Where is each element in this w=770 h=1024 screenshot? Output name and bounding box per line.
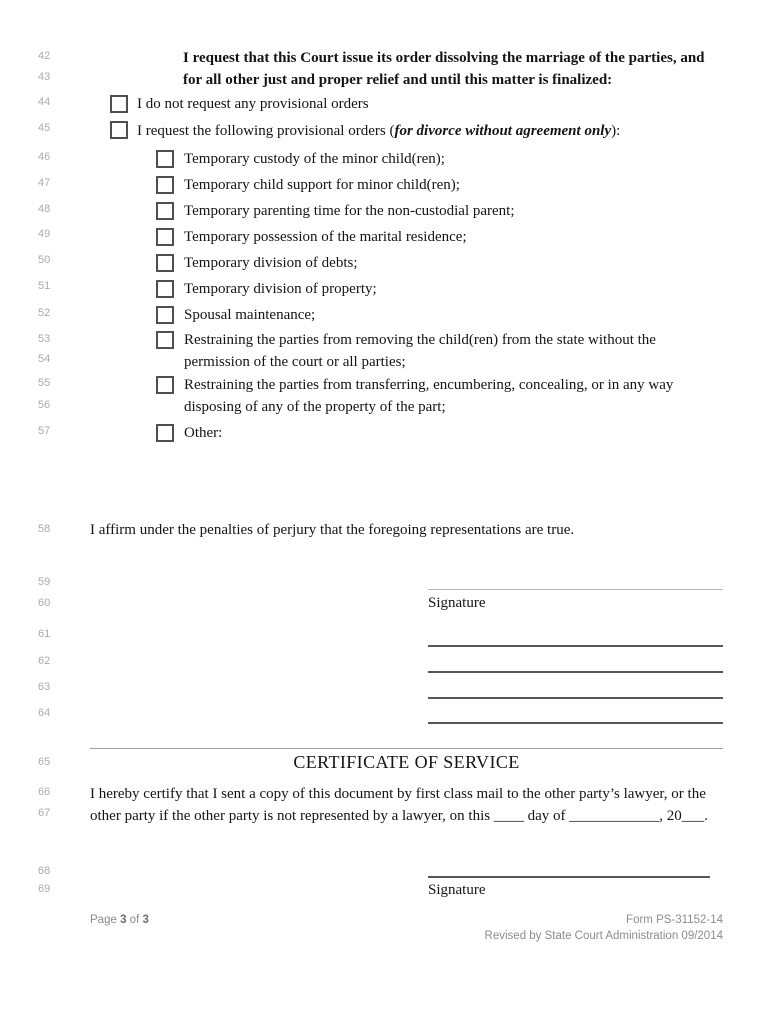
provisional-item-text-line: Temporary division of property; (184, 281, 377, 297)
provisional-item-label (184, 278, 377, 300)
provisional-intro-prefix: I request the following provisional orders ( (137, 123, 395, 139)
request-provisional-orders-label (137, 120, 620, 142)
provisional-item-label (184, 329, 656, 373)
provisional-item-text-line: permission of the court or all parties; (184, 354, 406, 370)
provisional-item-label (184, 304, 315, 326)
provisional-intro-suffix: ): (611, 123, 621, 139)
line-number: 59 (38, 576, 51, 588)
line-number: 69 (38, 883, 51, 895)
provisional-item-label (184, 200, 515, 222)
provisional-item-label (184, 252, 358, 274)
form-revision-note: Revised by State Court Administration 09/2014 (484, 930, 723, 942)
line-number: 50 (38, 254, 51, 266)
line-number: 45 (38, 122, 51, 134)
line-number: 51 (38, 280, 51, 292)
checkbox-provisional-item[interactable] (156, 424, 174, 442)
signature-line-2 (428, 876, 710, 878)
checkbox-request-provisional-orders[interactable] (110, 121, 128, 139)
provisional-item-text-line: disposing of any of the property of the part; (184, 399, 446, 415)
checkbox-provisional-item[interactable] (156, 254, 174, 272)
provisional-item-label (184, 148, 445, 170)
line-number: 43 (38, 71, 51, 83)
blank-write-in-line (428, 722, 723, 724)
page-label: Page (90, 914, 117, 926)
provisional-intro-emphasis: for divorce without agreement only (394, 123, 612, 139)
line-number: 54 (38, 353, 51, 365)
affirmation-statement: I affirm under the penalties of perjury that the foregoing representations are true. (90, 522, 575, 538)
line-number: 55 (38, 377, 51, 389)
line-number: 67 (38, 807, 51, 819)
form-number: Form PS-31152-14 (626, 914, 723, 926)
certificate-of-service-title: CERTIFICATE OF SERVICE (293, 752, 520, 772)
provisional-item-text-line: Temporary parenting time for the non-custodial parent; (184, 203, 515, 219)
checkbox-provisional-item[interactable] (156, 228, 174, 246)
line-number: 48 (38, 203, 51, 215)
provisional-item-label (184, 226, 467, 248)
provisional-item-label (184, 374, 673, 418)
line-number: 60 (38, 597, 51, 609)
checkbox-provisional-item[interactable] (156, 176, 174, 194)
provisional-item-text-line: Temporary custody of the minor child(ren); (184, 151, 445, 167)
certificate-text-line-2: other party if the other party is not represented by a lawyer, on this ____ day of ____________, 20___. (90, 808, 709, 824)
certificate-text-line-1: I hereby certify that I sent a copy of this document by first class mail to the other party’s lawyer, or the (90, 786, 706, 802)
line-number: 42 (38, 50, 51, 62)
checkbox-provisional-item[interactable] (156, 202, 174, 220)
line-number: 61 (38, 628, 51, 640)
checkbox-no-provisional-orders[interactable] (110, 95, 128, 113)
blank-write-in-line (428, 645, 723, 647)
blank-write-in-line (428, 671, 723, 673)
line-number: 66 (38, 786, 51, 798)
line-number: 56 (38, 399, 51, 411)
provisional-item-text-line: Restraining the parties from transferring, encumbering, concealing, or in any way (184, 377, 674, 393)
section-divider-rule (90, 748, 723, 749)
signature-line-1 (428, 589, 723, 590)
line-number: 47 (38, 177, 51, 189)
line-number: 62 (38, 655, 51, 667)
line-number: 52 (38, 307, 51, 319)
checkbox-provisional-item[interactable] (156, 150, 174, 168)
line-number: 58 (38, 523, 51, 535)
provisional-item-label (184, 174, 460, 196)
provisional-item-text-line: Spousal maintenance; (184, 307, 316, 323)
request-header-line-1: I request that this Court issue its order dissolving the marriage of the parties, and (183, 50, 705, 66)
provisional-item-text-line: Temporary possession of the marital residence; (184, 229, 467, 245)
checkbox-provisional-item[interactable] (156, 280, 174, 298)
provisional-item-text-line: Restraining the parties from removing the child(ren) from the state without the (184, 332, 656, 348)
line-number: 46 (38, 151, 51, 163)
line-number: 44 (38, 96, 51, 108)
total-page-number: 3 (142, 914, 149, 926)
provisional-item-text-line: Temporary child support for minor child(ren); (184, 177, 460, 193)
line-number: 64 (38, 707, 51, 719)
signature-label-1: Signature (428, 595, 486, 611)
line-number: 49 (38, 228, 51, 240)
line-number: 53 (38, 333, 51, 345)
page-number-indicator (90, 913, 149, 927)
provisional-item-text-line: Other: (184, 425, 223, 441)
checkbox-provisional-item[interactable] (156, 376, 174, 394)
checkbox-provisional-item[interactable] (156, 331, 174, 349)
line-number: 57 (38, 425, 51, 437)
line-number: 65 (38, 756, 51, 768)
current-page-number: 3 (120, 914, 127, 926)
signature-label-2: Signature (428, 882, 486, 898)
blank-write-in-line (428, 697, 723, 699)
of-label: of (129, 914, 140, 926)
provisional-item-text-line: Temporary division of debts; (184, 255, 358, 271)
no-provisional-orders-label: I do not request any provisional orders (137, 96, 369, 112)
checkbox-provisional-item[interactable] (156, 306, 174, 324)
line-number: 68 (38, 865, 51, 877)
line-number: 63 (38, 681, 51, 693)
request-header-line-2: for all other just and proper relief and until this matter is finalized: (183, 72, 613, 88)
provisional-item-label (184, 422, 222, 444)
